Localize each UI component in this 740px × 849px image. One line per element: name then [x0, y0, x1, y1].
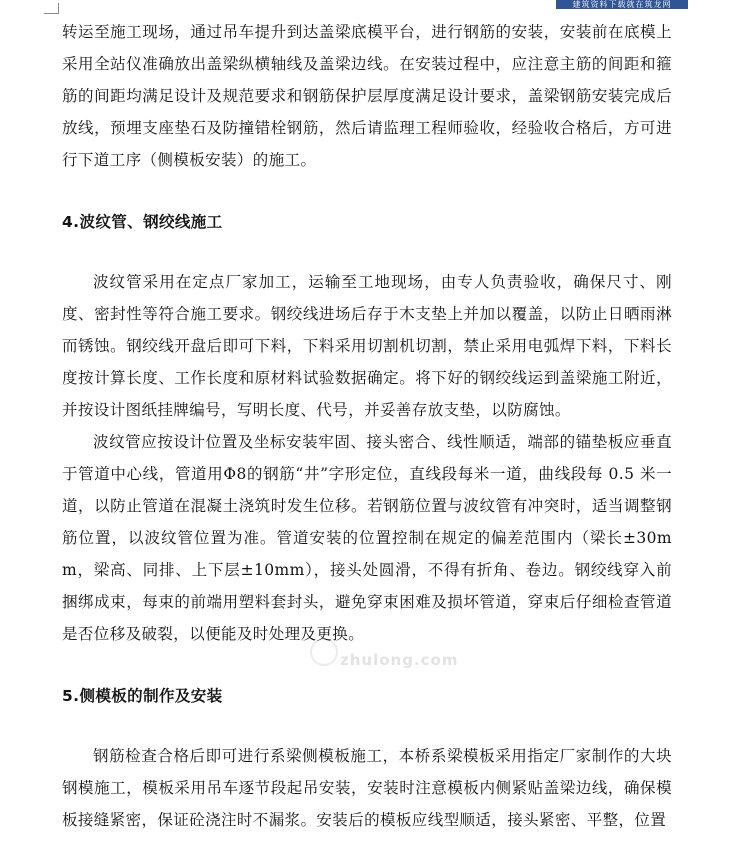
spacer	[62, 712, 672, 740]
section-4-paragraph-2: 波纹管应按设计位置及坐标安装牢固、接头密合、线性顺适，端部的锚垫板应垂直于管道中心线，管道用Φ8的钢筋“井”字形定位，直线段每米一道，曲线段每 0.5 米一道，以防止管道在混凝土浇筑时发生位移。若钢筋位置与波纹管有冲突时，适当调整钢筋位置，以波纹管位置为准。管道安装的位置控制在规定的偏差范围内（梁长±30mm，梁高、同排、上下层±10mm），接头处圆滑，不得有折角、卷边。钢绞线穿入前捆绑成束，每束的前端用塑料套封头，避免穿束困难及损坏管道，穿束后仔细检查管道是否位移及破裂，以便能及时处理及更换。	[62, 433, 672, 643]
section-4-heading: 4.波纹管、钢绞线施工	[62, 213, 223, 231]
section-4-paragraph-1: 波纹管采用在定点厂家加工，运输至工地现场，由专人负责验收，确保尺寸、刚度、密封性等符合施工要求。钢绞线进场后存于木支垫上并加以覆盖，以防止日晒雨淋而锈蚀。钢绞线开盘后即可下料，下料采用切割机切割，禁止采用电弧焊下料，下料长度按计算长度、工作长度和原材料试验数据确定。将下好的钢绞线运到盖梁施工附近，并按设计图纸挂牌编号，写明长度、代号，并妥善存放支垫，以防腐蚀。	[62, 273, 672, 419]
spacer	[62, 176, 672, 206]
section-5-heading: 5.侧模板的制作及安装	[62, 687, 223, 705]
page-corner-mark	[44, 3, 59, 14]
spacer	[62, 650, 672, 680]
spacer	[62, 238, 672, 266]
document-body	[62, 16, 672, 836]
watermark-text: zhulong.com	[340, 651, 459, 669]
intro-paragraph: 转运至施工现场，通过吊车提升到达盖梁底模平台，进行钢筋的安装，安装前在底模上采用全站仪准确放出盖梁纵横轴线及盖梁边线。在安装过程中，应注意主筋的间距和箍筋的间距均满足设计及规范要求和钢筋保护层厚度满足设计要求，盖梁钢筋安装完成后放线，预埋支座垫石及防撞错栓钢筋，然后请监理工程师验收，经验收合格后，方可进行下道工序（侧模板安装）的施工。	[62, 23, 672, 169]
section-5-paragraph-1: 钢筋检查合格后即可进行系梁侧模板施工，本桥系梁模板采用指定厂家制作的大块钢模施工，模板采用吊车逐节段起吊安装，安装时注意模板内侧紧贴盖梁边线，确保模板接缝紧密，保证砼浇注时不漏浆。安装后的模板应线型顺适，接头紧密、平整，位置	[62, 747, 672, 829]
source-banner: 建筑资料下载就在筑龙网	[556, 0, 688, 9]
